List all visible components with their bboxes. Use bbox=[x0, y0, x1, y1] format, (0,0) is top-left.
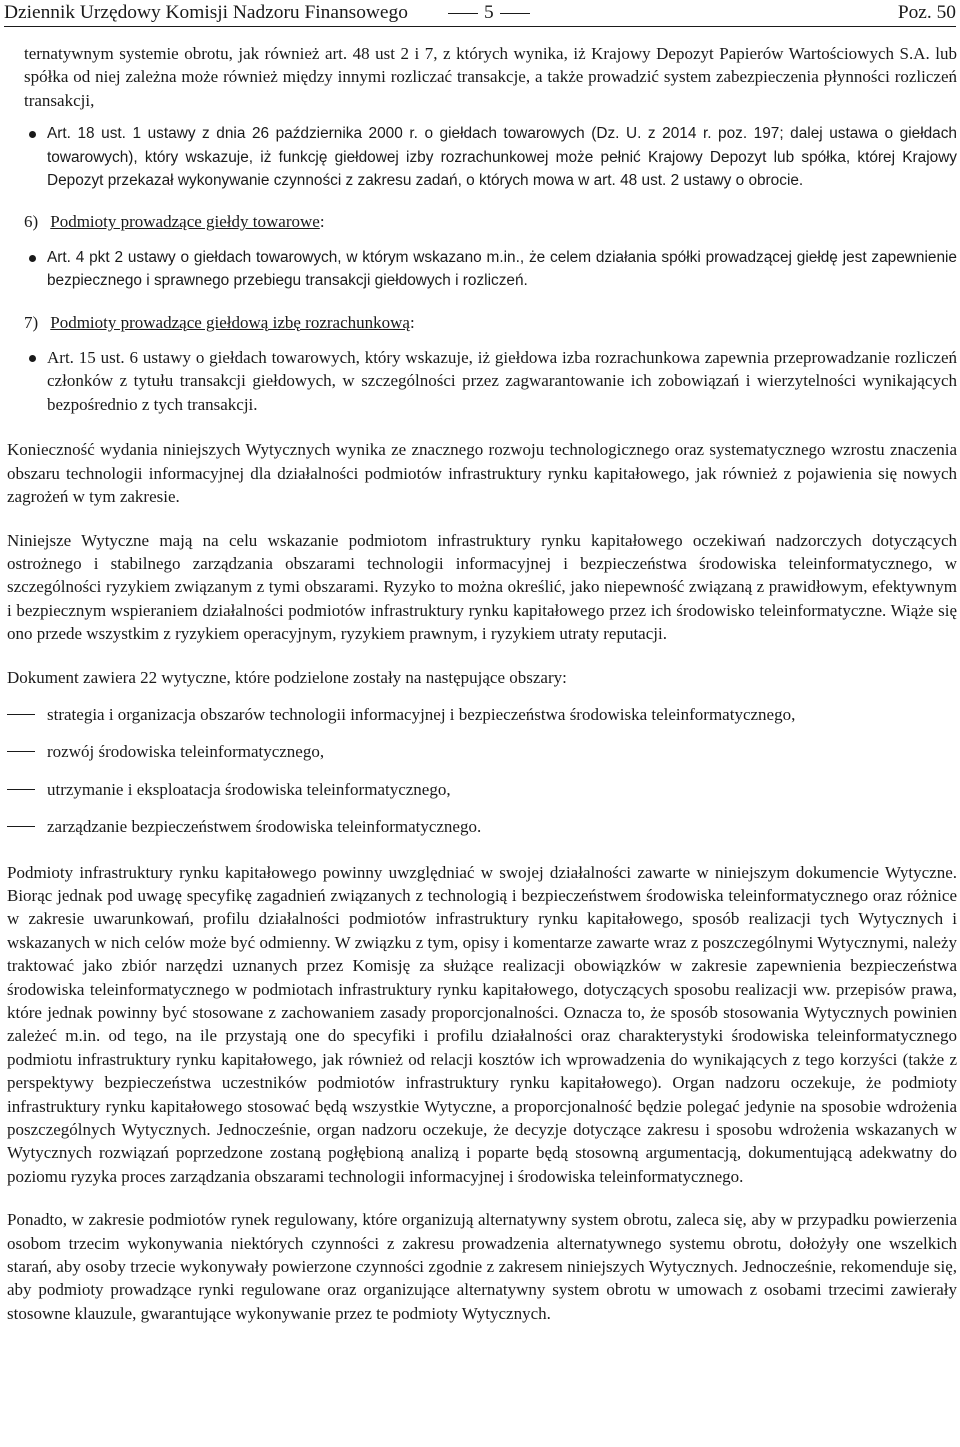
area-item bbox=[7, 815, 957, 838]
position-number: Poz. 50 bbox=[897, 2, 956, 23]
section-number: 6) bbox=[24, 212, 39, 232]
area-text: zarządzanie bezpieczeństwem środowiska teleinformatycznego. bbox=[47, 817, 482, 837]
dash-icon bbox=[7, 826, 35, 827]
area-text: strategia i organizacja obszarów technologii informacyjnej i bezpieczeństwa środowiska teleinformatycznego, bbox=[47, 704, 796, 724]
list-item-text: Art. 18 ust. 1 ustawy z dnia 26 października 2000 r. o giełdach towarowych (Dz. U. z 2014 r. poz. 197; dalej ustawa o giełdach towarowych), który wskazuje, iż funkcję giełdowej izby rozrachunkowej może pełnić Krajowy Depozyt lub spółka, której Krajowy Depozyt przekazał wykonywanie czynności z zakresu zadań, o których mowa w art. 48 ust. 2 ustawy o obrocie. bbox=[47, 125, 957, 190]
header-divider bbox=[4, 26, 956, 27]
area-item bbox=[7, 740, 957, 763]
bullet-icon bbox=[29, 131, 36, 138]
list-item-text: Art. 4 pkt 2 ustawy o giełdach towarowych, w którym wskazano m.in., że celem działania spółki prowadzącej giełdę jest zapewnienie bezpiecznego i sprawnego przebiegu transakcji giełdowych i rozliczeń. bbox=[47, 248, 957, 290]
paragraph-contents: Dokument zawiera 22 wytyczne, które podzielone zostały na następujące obszary: bbox=[7, 667, 567, 687]
list-item bbox=[24, 246, 957, 293]
dash-icon bbox=[7, 751, 35, 752]
section-number: 7) bbox=[24, 312, 39, 332]
area-text: utrzymanie i eksploatacja środowiska teleinformatycznego, bbox=[47, 779, 451, 799]
section-6-heading bbox=[24, 210, 957, 233]
page-number-value: 5 bbox=[484, 2, 494, 23]
document-body bbox=[7, 42, 957, 1345]
list-item bbox=[24, 346, 957, 416]
section-colon: : bbox=[319, 212, 325, 232]
area-item bbox=[7, 703, 957, 726]
section-title: Podmioty prowadzące giełdy towarowe bbox=[50, 212, 320, 232]
section-title: Podmioty prowadzące giełdową izbę rozrachunkową bbox=[50, 312, 410, 332]
dash-icon bbox=[7, 789, 35, 790]
continued-paragraph: ternatywnym systemie obrotu, jak również art. 48 ust 2 i 7, z których wynika, iż Krajowy Depozyt Papierów Wartościowych S.A. lub spółka od niej zależna może również między innymi rozliczać transakcje, a także prowadzić system zabezpieczenia płynności rozliczeń transakcji, bbox=[24, 44, 957, 110]
area-text: rozwój środowiska teleinformatycznego, bbox=[47, 742, 325, 762]
paragraph-goal: Niniejsze Wytyczne mają na celu wskazanie podmiotom infrastruktury rynku kapitałowego oczekiwań nadzorczych dotyczących ostrożnego i stabilnego zarządzania obszarami technologii informacyjnej i bezpieczeństwa środowiska teleinformatycznego, w szczególności ryzykiem związanym z tymi obszarami. Ryzyko to można określić, jako niepewność związaną z prawidłowym, efektywnym i bezpiecznym wspieraniem działalności podmiotów infrastruktury rynku kapitałowego przez ich środowisko teleinformatyczne. Wiąże się ono przede wszystkim z ryzykiem operacyjnym, ryzykiem prawnym, i ryzykiem utraty reputacji. bbox=[7, 530, 957, 644]
bullet-icon bbox=[29, 255, 36, 262]
paragraph-necessity: Konieczność wydania niniejszych Wytycznych wynika ze znacznego rozwoju technologicznego oraz systematycznego wzrostu znaczenia obszaru technologii informacyjnej dla działalności podmiotów infrastruktury rynku kapitałowego, jak również z pojawienia się nowych zagrożeń w tym zakresie. bbox=[7, 440, 957, 507]
journal-title: Dziennik Urzędowy Komisji Nadzoru Finansowego bbox=[4, 2, 408, 23]
page-number-right-rule bbox=[500, 13, 530, 14]
legal-basis-block bbox=[7, 42, 957, 416]
dash-icon bbox=[7, 714, 35, 715]
page-number-left-rule bbox=[448, 13, 478, 14]
section-7-heading bbox=[24, 311, 957, 334]
list-item-text: Art. 15 ust. 6 ustawy o giełdach towarowych, który wskazuje, iż giełdowa izba rozrachunkowa zapewnia przeprowadzanie rozliczeń członków z tytułu transakcji giełdowych, w szczególności przez zagwarantowanie ich zobowiązań i wierzytelności wynikających bezpośrednio z tych transakcji. bbox=[47, 348, 957, 414]
paragraph-ats: Ponadto, w zakresie podmiotów rynek regulowany, które organizują alternatywny system obrotu, zaleca się, aby w przypadku powierzenia osobom trzecim wykonywania niektórych czynności z zakresu prowadzenia alternatywnego systemu obrotu, dołożyły one wszelkich starań, aby osoby trzecie wykonywały powierzone czynności zgodnie z zakresem niniejszych Wytycznych. Jednocześnie, rekomenduje się, aby podmioty prowadzące rynki regulowane oraz organizujące alternatywny system obrotu w umowach z osobami trzecimi zawierały stosowne klauzule, gwarantujące wykonywanie przez te podmioty Wytycznych. bbox=[7, 1210, 957, 1323]
area-item bbox=[7, 778, 957, 801]
section-colon: : bbox=[409, 312, 415, 332]
list-item bbox=[24, 122, 957, 192]
bullet-icon bbox=[29, 355, 36, 362]
page-number bbox=[442, 0, 536, 26]
paragraph-entities: Podmioty infrastruktury rynku kapitałowego powinny uwzględniać w swojej działalności zawarte w niniejszym dokumencie Wytyczne. Biorąc jednak pod uwagę specyfikę zagadnień związanych z technologią i bezpieczeństwem środowiska teleinformatycznego oraz różnice w zakresie uwarunkowań, profilu działalności podmiotów infrastruktury rynku kapitałowego, sposób realizacji tych Wytycznych i wskazanych w nich celów może być odmienny. W związku z tym, opisy i komentarze zawarte wraz z poszczególnymi Wytycznymi, należy traktować jako zbiór narzędzi uznanych przez Komisję za służące realizacji obowiązków w zakresie zapewnienia bezpieczeństwa środowiska teleinformatycznego w podmiotach infrastruktury rynku kapitałowego, dotyczących sposobu realizacji ww. przepisów prawa, które jednak powinny być stosowane z zachowaniem zasady proporcjonalności. Oznacza to, że sposób stosowania Wytycznych powinien zależeć m.in. od tego, na ile przystają one do specyfiki i profilu działalności oraz charakterystyki środowiska teleinformatycznego podmiotu infrastruktury rynku kapitałowego, jak również od relacji kosztów ich wprowadzenia do wynikających z tego korzyści (także z perspektywy bezpieczeństwa uczestników podmiotów infrastruktury rynku kapitałowego). Organ nadzoru oczekuje, że podmioty infrastruktury rynku kapitałowego stosować będą wszystkie Wytyczne, a proporcjonalność będzie polegać jedynie na sposobie wdrożenia poszczególnych Wytycznych. Jednocześnie, organ nadzoru oczekuje, że decyzje dotyczące zakresu i sposobu wdrożenia wskazanych w Wytycznych rozwiązań poprzedzone zostaną pogłębioną analizą i poparte będą stosowną argumentacją, dokumentującą adekwatny do poziomu ryzyka proces zarządzania obszarami technologii informacyjnej i środowiska teleinformatycznego. bbox=[7, 862, 957, 1186]
page-header bbox=[4, 0, 956, 26]
